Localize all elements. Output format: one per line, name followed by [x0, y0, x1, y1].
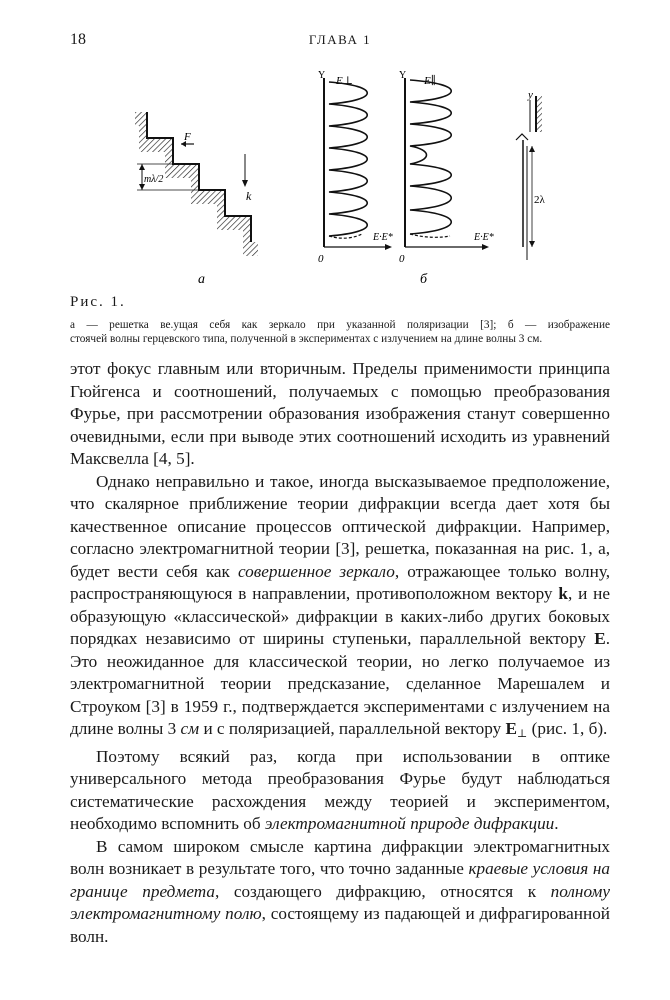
vector-E-perp: E [505, 719, 517, 738]
label-F: F [184, 131, 191, 143]
emphasis-perfect-mirror: совершенное зеркало [237, 561, 395, 581]
figure-title: Рис. 1. [70, 294, 126, 310]
axis-y-right: Y [399, 70, 407, 81]
label-E-perp: E⊥ [336, 75, 354, 87]
curve-E-par [410, 80, 451, 234]
axis-y-c: y [528, 89, 533, 101]
panel-a-label: а [198, 272, 205, 287]
figure-1 [80, 60, 580, 300]
panel-c-reflector [516, 89, 546, 260]
emphasis-em-nature: электромагнитной природе дифракции [264, 814, 555, 833]
paragraph-1: этот фокус главным или вторичным. Пределы применимости принципа Гюйгенса и соотношений, получаемых с помощью преобразования Фурье, при рассмотрении образования изображения станут совершенно очевидными, если при выводе этих соотношений исходить из уравнений Максвелла [4, 5]. [70, 359, 610, 468]
label-k: k [246, 189, 252, 203]
paragraph-2: Однако неправильно и такое, иногда высказываемое предположение, что скалярное приближение теории дифракции всегда дает хотя бы качественное описание процессов оптической дифракции. Например, согласно электромагнитной теории [3], решетка, показанная на рис. 1, а, будет вести себя как совершенное зеркало, отражающее только волну, распространяющуюся в направлении, противоположном вектору k, и не образующую «классической» дифракции в каких-либо других боковых порядках независимо от ширины ступеньки, параллельной вектору E. Это неожиданное для классической теории, но легко получаемое из электромагнитной теории предсказание, сделанное Марешалем и Строуком [3] в 1959 г., подтверждается экспериментами с излучением на длине волны 3 см и с поляризацией, параллельной вектору $E_\perp$ (рис. 1, б). [70, 471, 610, 740]
curve-E-perp [329, 82, 367, 236]
panel-b-plots [318, 70, 494, 287]
caption-line-2: стоячей волны герцевского типа, полученной в экспериментах с излучением на длине волны 3 см. [70, 333, 543, 345]
axis-y-left: Y [318, 70, 326, 81]
page-header [70, 31, 610, 51]
axis-x-right: E·E* [474, 232, 494, 243]
origin-left: 0 [318, 253, 324, 265]
label-step: mλ/2 [144, 174, 164, 185]
label-2lambda: 2λ [534, 194, 545, 206]
running-head: ГЛАВА 1 [308, 32, 372, 47]
paragraph-3: Поэтому всякий раз, когда при использовании в оптике универсального метода преобразования Фурье будут наблюдаться систематические расхождения между теорией и экспериментом, необходимо вспомнить об электромагнитной природе дифракции. [70, 746, 610, 833]
origin-right: 0 [399, 253, 405, 265]
vector-k: k [558, 584, 568, 603]
body-text [70, 358, 610, 948]
curve-E-par-tail [410, 234, 450, 237]
figure-caption [70, 318, 610, 346]
label-E-par: E∥ [424, 75, 436, 87]
axis-x-left: E·E* [373, 232, 393, 243]
paragraph-4: В самом широком смысле картина дифракции электромагнитных волн возникает в результате того, что точно заданные краевые условия на границе предмета, создающего дифракцию, относятся к полному электромагнитному полю, состоящему из падающей и дифрагированной волн. [70, 836, 610, 946]
panel-a-grating [135, 112, 258, 287]
figure-1-drawing [80, 60, 580, 300]
panel-b-label: б [420, 272, 428, 287]
vector-E: E [594, 629, 606, 648]
caption-line-1: а — решетка ве.ущая себя как зеркало при указанной поляризации [3]; б — изображение [70, 319, 610, 331]
page-number: 18 [70, 31, 86, 48]
emphasis-full-field: полному электромагнитному полю [70, 881, 610, 923]
emphasis-boundary: краевые условия на границе предмета [70, 859, 610, 901]
